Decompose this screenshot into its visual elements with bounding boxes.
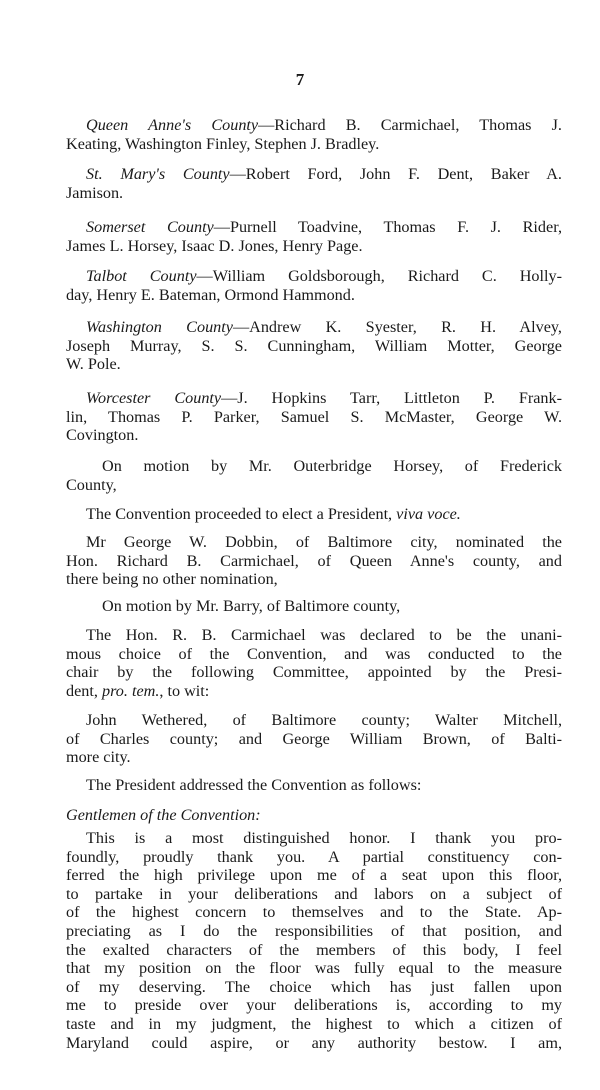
county-name: Queen Anne's County — [86, 116, 259, 134]
county-members: Purnell Toadvine, Thomas F. J. Rider, — [229, 218, 562, 236]
county-members: J. Hopkins Tarr, Littleton P. Frank- — [237, 389, 562, 407]
county-members: day, Henry E. Bateman, Ormond Hammond. — [66, 285, 355, 304]
county-members: lin, Thomas P. Parker, Samuel S. McMaster, George W. — [66, 407, 562, 426]
page-number: 7 — [295, 70, 305, 89]
county-members: Keating, Washington Finley, Stephen J. Bradley. — [66, 134, 380, 153]
paragraph-motion-horsey: On motion by Mr. Outerbridge Horsey, of Frederick County, — [66, 457, 562, 494]
county-members: Jamison. — [66, 183, 124, 202]
county-members: Richard B. Carmichael, Thomas J. — [274, 116, 562, 134]
county-members: Joseph Murray, S. S. Cunningham, William Motter, George — [66, 336, 562, 355]
county-name: Talbot County — [86, 267, 197, 285]
county-entry-worcester: Worcester County—J. Hopkins Tarr, Littleton P. Frank- lin, Thomas P. Parker, Samuel S. McMaster, George W. Covington. — [66, 389, 562, 445]
paragraph-committee: John Wethered, of Baltimore county; Walter Mitchell, of Charles county; and George William Brown, of Balti- more city. — [66, 711, 562, 767]
county-entry-talbot: Talbot County—William Goldsborough, Richard C. Holly- day, Henry E. Bateman, Ormond Hammond. — [66, 267, 562, 304]
speech-body: This is a most distinguished honor. I thank you pro- foundly, proudly thank you. A partial constituency con- ferred the high privilege upon me of a seat upon this floor, to partake in your deliberations and labors on a subject of of the highest concern to themselves and to the State. Ap- preciating as I do the responsibilities of that position, and the exalted characters of the members of this body, I feel that my position on the floor was fully equal to the measure of my deserving. The choice which has just fallen upon me to preside over your deliberations is, according to my taste and in my judgment, the highest to which a citizen of Maryland could aspire, or any authority bestow. I am, — [66, 829, 562, 1052]
paragraph-proceeded: The Convention proceeded to elect a President, viva voce. — [86, 505, 461, 523]
county-entry-st-marys: St. Mary's County—Robert Ford, John F. Dent, Baker A. Jamison. — [66, 165, 562, 202]
paragraph-dobbin-nomination: Mr George W. Dobbin, of Baltimore city, nominated the Hon. Richard B. Carmichael, of Queen Anne's county, and there being no other nomination, — [66, 533, 562, 589]
county-name: Worcester County — [86, 389, 222, 407]
county-members: Andrew K. Syester, R. H. Alvey, — [249, 318, 562, 336]
county-members: William Goldsborough, Richard C. Holly- — [212, 267, 562, 285]
county-entry-washington: Washington County—Andrew K. Syester, R. H. Alvey, Joseph Murray, S. S. Cunningham, William Motter, George W. Pole. — [66, 318, 562, 374]
county-members: Covington. — [66, 426, 139, 445]
paragraph-carmichael-declared: The Hon. R. B. Carmichael was declared to be the unani- mous choice of the Convention, and was conducted to the chair by the following Committee, appointed by the Presi- dent, pro. tem., to wit: — [66, 626, 562, 700]
speech-salutation: Gentlemen of the Convention: — [66, 806, 261, 824]
county-members: Robert Ford, John F. Dent, Baker A. — [245, 165, 562, 183]
paragraph-president-addressed: The President addressed the Convention as follows: — [86, 776, 422, 794]
paragraph-motion-barry: On motion by Mr. Barry, of Baltimore county, — [102, 597, 401, 615]
county-members: James L. Horsey, Isaac D. Jones, Henry Page. — [66, 236, 363, 255]
county-name: Washington County — [86, 318, 233, 336]
county-entry-queen-annes: Queen Anne's County—Richard B. Carmichael, Thomas J. Keating, Washington Finley, Stephen J. Bradley. — [66, 116, 562, 153]
county-members: W. Pole. — [66, 355, 121, 374]
county-name: St. Mary's County — [86, 165, 230, 183]
county-name: Somerset County — [86, 218, 214, 236]
county-entry-somerset: Somerset County—Purnell Toadvine, Thomas F. J. Rider, James L. Horsey, Isaac D. Jones, Henry Page. — [66, 218, 562, 255]
